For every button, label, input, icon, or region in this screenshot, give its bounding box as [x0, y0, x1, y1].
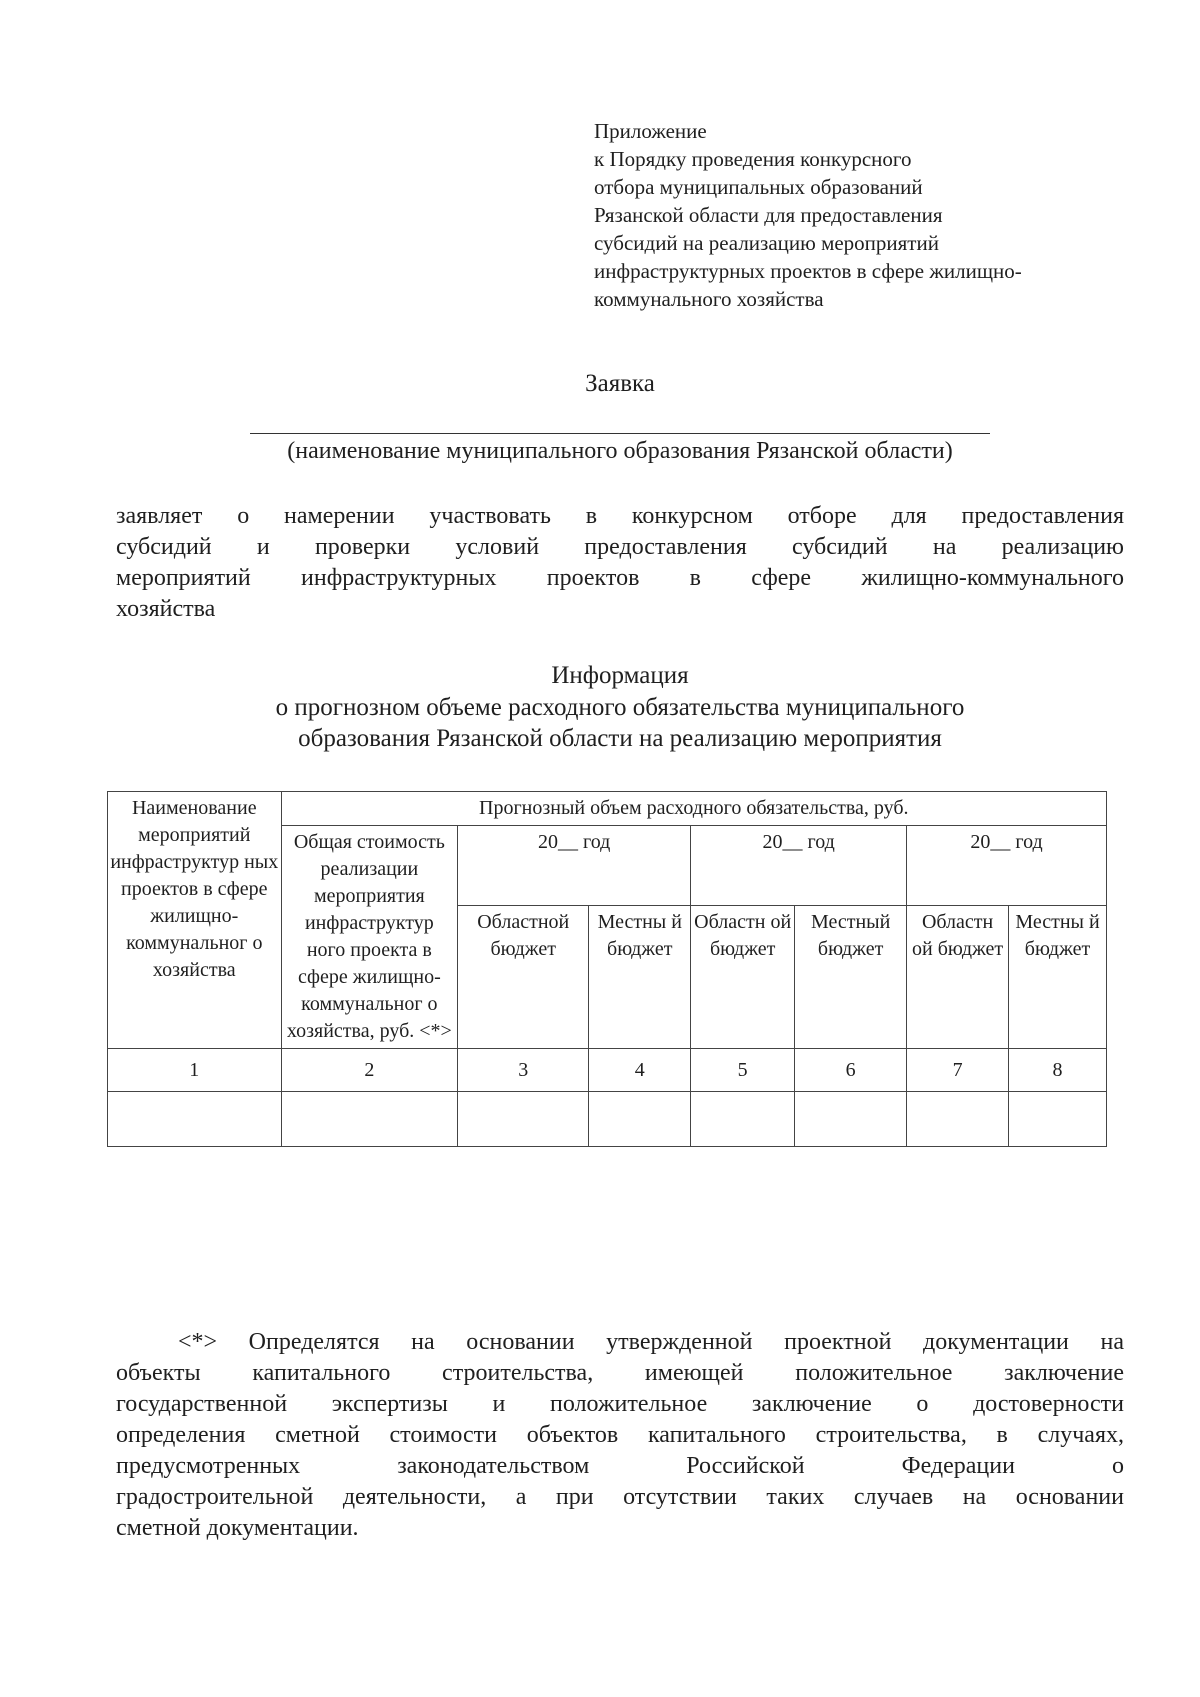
footnote-line: объекты капитального строительства, имеющей положительное заключение	[116, 1360, 1124, 1386]
col-header-year-2: 20__ год	[691, 826, 907, 906]
request-title: Заявка	[585, 370, 655, 397]
empty-cell	[691, 1092, 795, 1147]
col-header-local-budget: Местный бюджет	[795, 905, 907, 1048]
col-header-total-cost: Общая стоимость реализации мероприятия инфраструктур ного проекта в сфере жилищно-коммунальног о хозяйства, руб. <*>	[281, 826, 458, 1049]
declaration-line: хозяйства	[116, 596, 216, 622]
appendix-line: субсидий на реализацию мероприятий	[594, 231, 939, 255]
col-header-regional-budget: Областн ой бюджет	[691, 905, 795, 1048]
col-header-forecast-group: Прогнозный объем расходного обязательства, руб.	[281, 792, 1106, 826]
empty-cell	[458, 1092, 589, 1147]
empty-cell	[1009, 1092, 1107, 1147]
column-number: 7	[907, 1049, 1009, 1092]
appendix-line: Приложение	[594, 119, 707, 143]
column-number: 5	[691, 1049, 795, 1092]
col-header-activity-name: Наименование мероприятий инфраструктур ных проектов в сфере жилищно-коммунальног о хозяйства	[108, 792, 282, 1049]
empty-cell	[281, 1092, 458, 1147]
appendix-line: коммунального хозяйства	[594, 287, 824, 311]
col-header-year-3: 20__ год	[907, 826, 1107, 906]
declaration-paragraph	[116, 501, 1124, 625]
column-number: 1	[108, 1049, 282, 1092]
footnote-line: градостроительной деятельности, а при отсутствии таких случаев на основании	[116, 1484, 1124, 1510]
empty-cell	[589, 1092, 691, 1147]
column-number: 8	[1009, 1049, 1107, 1092]
info-subtitle: образования Рязанской области на реализацию мероприятия	[298, 725, 942, 752]
info-title: Информация	[551, 662, 689, 689]
col-header-local-budget: Местны й бюджет	[1009, 905, 1107, 1048]
column-number: 4	[589, 1049, 691, 1092]
column-number-row	[108, 1049, 1107, 1092]
appendix-line: отбора муниципальных образований	[594, 175, 923, 199]
column-number: 2	[281, 1049, 458, 1092]
appendix-line: к Порядку проведения конкурсного	[594, 147, 912, 171]
empty-cell	[907, 1092, 1009, 1147]
footnote-paragraph	[116, 1327, 1124, 1544]
footnote-line: предусмотренных законодательством Российской Федерации о	[116, 1453, 1124, 1479]
municipality-fill-line	[250, 433, 990, 434]
declaration-line: заявляет о намерении участвовать в конкурсном отборе для предоставления	[116, 503, 1124, 529]
appendix-header	[594, 117, 1114, 313]
col-header-regional-budget: Областной бюджет	[458, 905, 589, 1048]
column-number: 6	[795, 1049, 907, 1092]
municipality-caption: (наименование муниципального образования Рязанской области)	[287, 438, 953, 464]
forecast-table	[107, 791, 1107, 1147]
declaration-line: мероприятий инфраструктурных проектов в сфере жилищно-коммунального	[116, 565, 1124, 591]
empty-data-row	[108, 1092, 1107, 1147]
footnote-line: сметной документации.	[116, 1515, 359, 1541]
footnote-line: государственной экспертизы и положительное заключение о достоверности	[116, 1391, 1124, 1417]
col-header-year-1: 20__ год	[458, 826, 691, 906]
info-subtitle: о прогнозном объеме расходного обязательства муниципального	[275, 694, 965, 721]
appendix-line: инфраструктурных проектов в сфере жилищно-	[594, 259, 1022, 283]
appendix-line: Рязанской области для предоставления	[594, 203, 943, 227]
empty-cell	[795, 1092, 907, 1147]
declaration-line: субсидий и проверки условий предоставления субсидий на реализацию	[116, 534, 1124, 560]
column-number: 3	[458, 1049, 589, 1092]
empty-cell	[108, 1092, 282, 1147]
col-header-regional-budget: Областн ой бюджет	[907, 905, 1009, 1048]
footnote-line: <*> Определятся на основании утвержденной проектной документации на	[178, 1329, 1124, 1355]
col-header-local-budget: Местны й бюджет	[589, 905, 691, 1048]
footnote-line: определения сметной стоимости объектов капитального строительства, в случаях,	[116, 1422, 1124, 1448]
